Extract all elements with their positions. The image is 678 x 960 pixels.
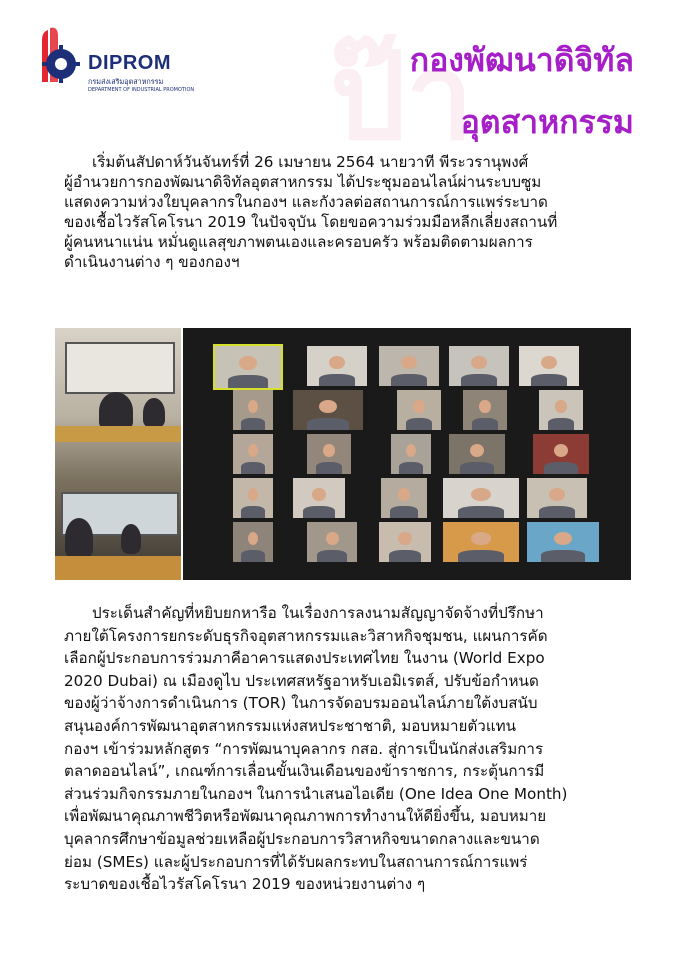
- video-tile: [213, 344, 283, 390]
- logo-name: DIPROM: [88, 52, 171, 74]
- person: [121, 524, 141, 554]
- paragraph-line: บุคลากรศึกษาข้อมูลช่วยเหลือผู้ประกอบการวิสาหกิจขนาดกลางและขนาด: [64, 829, 540, 848]
- video-tile: [519, 346, 579, 386]
- diprom-logo: [28, 26, 228, 96]
- video-tile: [397, 390, 441, 430]
- video-tile: [463, 390, 507, 430]
- meeting-screen: [65, 342, 175, 394]
- video-tile: [293, 478, 345, 518]
- video-tile: [449, 434, 505, 474]
- diprom-emblem-icon: [28, 26, 88, 92]
- video-tile: [381, 478, 427, 518]
- paragraph-line: ตลาดออนไลน์”, เกณฑ์การเลื่อนขั้นเงินเดือนของข้าราชการ, กระตุ้นการมี: [64, 762, 545, 781]
- paragraph-line: ดำเนินงานต่าง ๆ ของกองฯ: [64, 253, 240, 271]
- zoom-meeting-screenshot: [183, 328, 631, 580]
- video-tile: [527, 522, 599, 562]
- paragraph-line: ระบาดของเชื้อไวรัสโคโรนา 2019 ของหน่วยงานต่าง ๆ: [64, 875, 426, 894]
- meeting-desk: [55, 426, 181, 442]
- video-tile: [533, 434, 589, 474]
- paragraph-line: สนุนองค์การพัฒนาอุตสาหกรรมแห่งสหประชาชาติ, มอบหมายตัวแทน: [64, 716, 517, 735]
- video-tile: [233, 434, 273, 474]
- video-tile: [233, 390, 273, 430]
- logo-subtitle-th: กรมส่งเสริมอุตสาหกรรม: [88, 77, 164, 86]
- video-tile: [391, 434, 431, 474]
- video-tile: [233, 478, 273, 518]
- video-tile: [539, 390, 583, 430]
- video-tile: [307, 346, 367, 386]
- video-tile: [527, 478, 587, 518]
- video-tile: [379, 346, 439, 386]
- paragraph-line: เริ่มต้นสัปดาห์วันจันทร์ที่ 26 เมษายน 2564 นายวาที พีระวรานุพงศ์: [92, 153, 529, 171]
- person: [143, 398, 165, 428]
- paragraph-line: แสดงความห่วงใยบุคลากรในกองฯ และกังวลต่อสถานการณ์การแพร่ระบาด: [64, 193, 548, 211]
- paragraph-line: เพื่อพัฒนาคุณภาพชีวิตหรือพัฒนาคุณภาพการทำงานให้ดียิ่งขึ้น, มอบหมาย: [64, 807, 547, 826]
- person: [99, 392, 133, 430]
- background-watermark: ป๊า: [330, 28, 474, 167]
- paragraph-line: ผู้คนหนาแน่น หมั่นดูแลสุขภาพตนเองและครอบครัว พร้อมติดตามผลการ: [64, 233, 533, 251]
- video-tile: [449, 346, 509, 386]
- paragraph-line: 2020 Dubai) ณ เมืองดูไบ ประเทศสหรัฐอาหรับเอมิเรตส์, ปรับข้อกำหนด: [64, 671, 539, 690]
- paragraph-line: ผู้อำนวยการกองพัฒนาดิจิทัลอุตสาหกรรม ได้ประชุมออนไลน์ผ่านระบบซูม: [64, 173, 542, 191]
- paragraph-line: ของเชื้อไวรัสโคโรนา 2019 ในปัจจุบัน โดยขอความร่วมมือหลีกเลี่ยงสถานที่: [64, 213, 558, 231]
- paragraph-line: ประเด็นสำคัญที่หยิบยกหารือ ในเรื่องการลงนามสัญญาจัดจ้างที่ปรึกษา: [92, 604, 544, 622]
- page-title-line-2: อุตสาหกรรม: [460, 103, 634, 141]
- paragraph-line: กองฯ เข้าร่วมหลักสูตร “การพัฒนาบุคลากร กสอ. สู่การเป็นนักส่งเสริมการ: [64, 739, 544, 758]
- paragraph-line: เลือกผู้ประกอบการร่วมภาคีอาคารแสดงประเทศไทย ในงาน (World Expo: [64, 649, 545, 668]
- paragraph-line: ส่วนร่วมกิจกรรมภายในกองฯ ในการนำเสนอไอเดีย (One Idea One Month): [64, 784, 568, 803]
- office-meeting-photo: [55, 328, 181, 580]
- paragraph-line: ย่อม (SMEs) และผู้ประกอบการที่ได้รับผลกระทบในสถานการณ์การแพร่: [64, 852, 528, 871]
- page-title-line-1: กองพัฒนาดิจิทัล: [409, 41, 634, 79]
- video-tile: [233, 522, 273, 562]
- intro-paragraph: [64, 152, 642, 272]
- paragraph-line: ของผู้ว่าจ้างการดำเนินการ (TOR) ในการจัดอบรมออนไลน์ภายใต้งบสนับ: [64, 694, 538, 713]
- logo-subtitle-en: DEPARTMENT OF INDUSTRIAL PROMOTION: [88, 87, 195, 93]
- meeting-desk: [55, 556, 181, 580]
- video-tile: [443, 522, 519, 562]
- video-tile: [379, 522, 431, 562]
- paragraph-line: ภายใต้โครงการยกระดับธุรกิจอุตสาหกรรมและวิสาหกิจชุมชน, แผนการคัด: [64, 626, 548, 645]
- video-tile: [307, 434, 351, 474]
- person: [65, 518, 93, 558]
- discussion-paragraph: [64, 602, 642, 896]
- video-tile: [307, 522, 357, 562]
- video-tile: [293, 390, 363, 430]
- video-tile: [443, 478, 519, 518]
